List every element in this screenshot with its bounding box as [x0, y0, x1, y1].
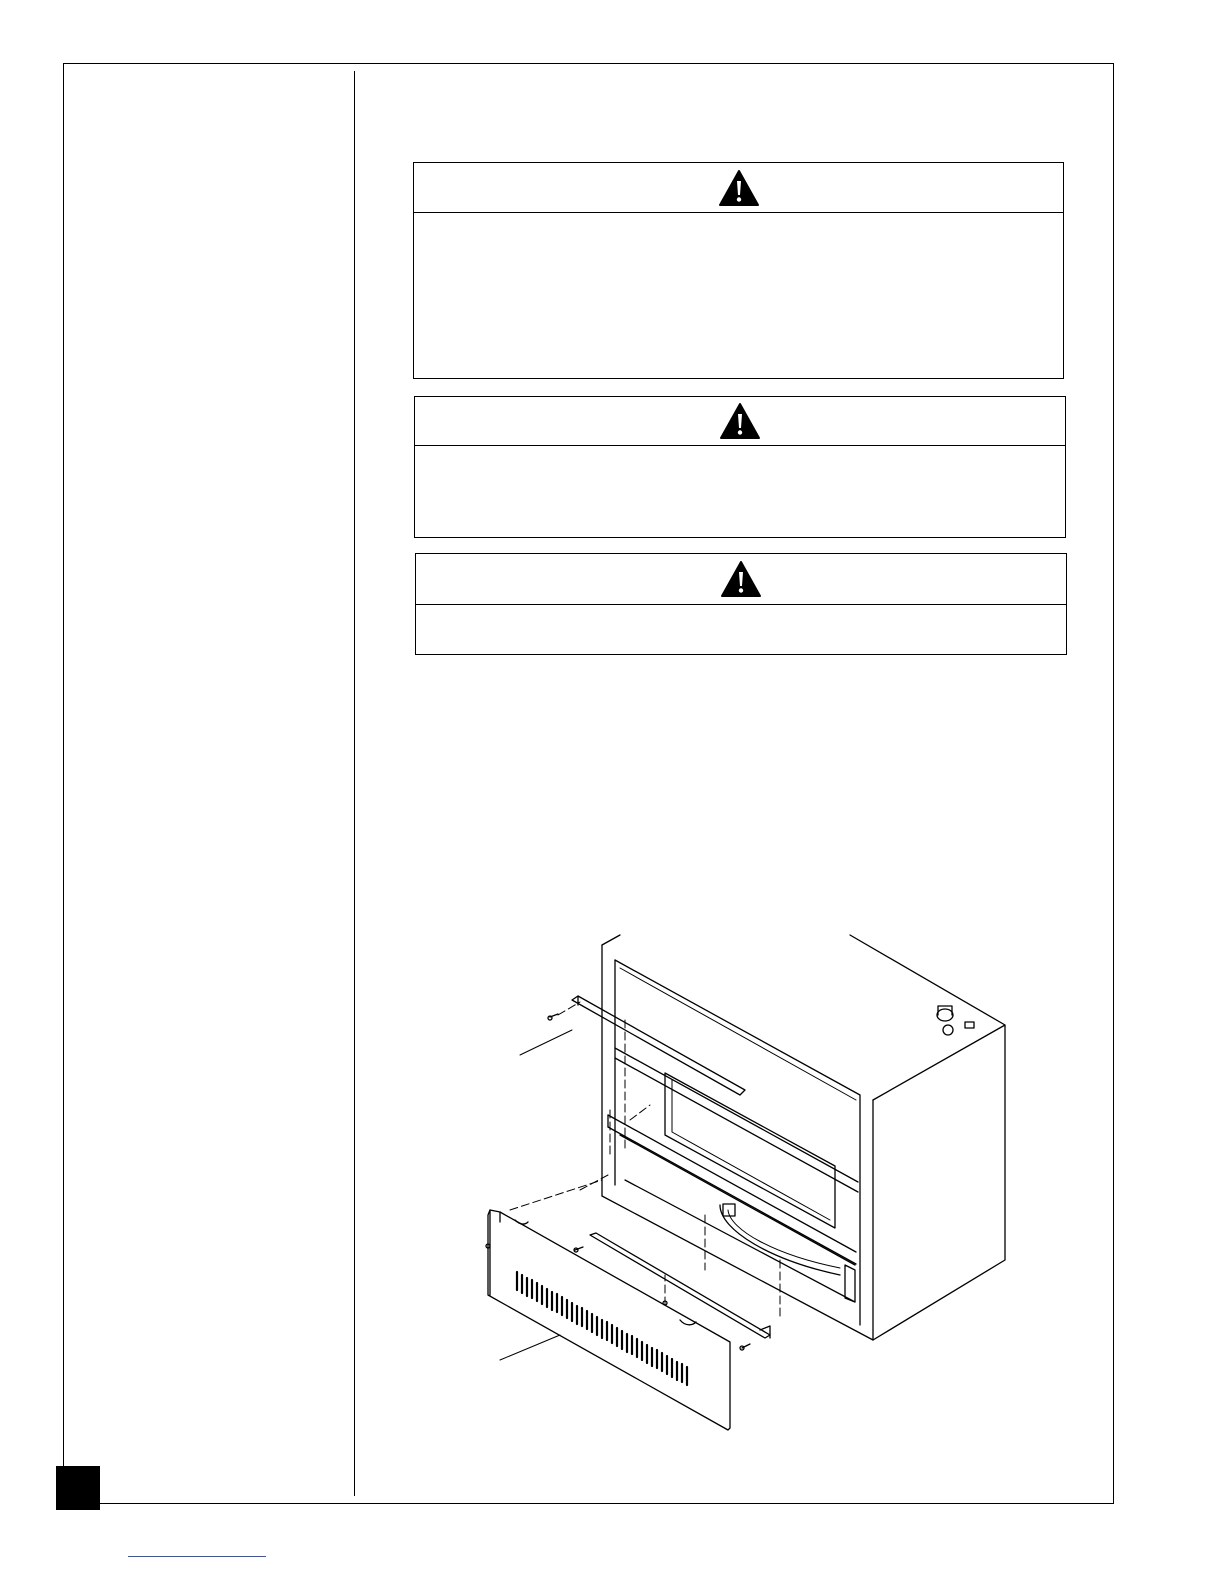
column-divider [354, 71, 355, 1496]
bottom-bracket [574, 1233, 770, 1350]
louvered-front-panel [486, 1210, 730, 1430]
warning-triangle-icon [718, 169, 760, 207]
heater-assembly-diagram [480, 930, 1020, 1440]
warning-box-2 [414, 396, 1066, 538]
page-number-block [56, 1466, 100, 1510]
warning-box-3 [415, 553, 1067, 655]
warning-triangle-icon [720, 560, 762, 598]
link-underline[interactable] [128, 1556, 266, 1557]
warning-triangle-icon [719, 402, 761, 440]
warning-box-1 [413, 162, 1064, 379]
warning-header [416, 554, 1066, 605]
cabinet [602, 935, 1005, 1340]
top-bracket [520, 996, 745, 1095]
warning-header [415, 397, 1065, 446]
warning-header [414, 163, 1063, 213]
